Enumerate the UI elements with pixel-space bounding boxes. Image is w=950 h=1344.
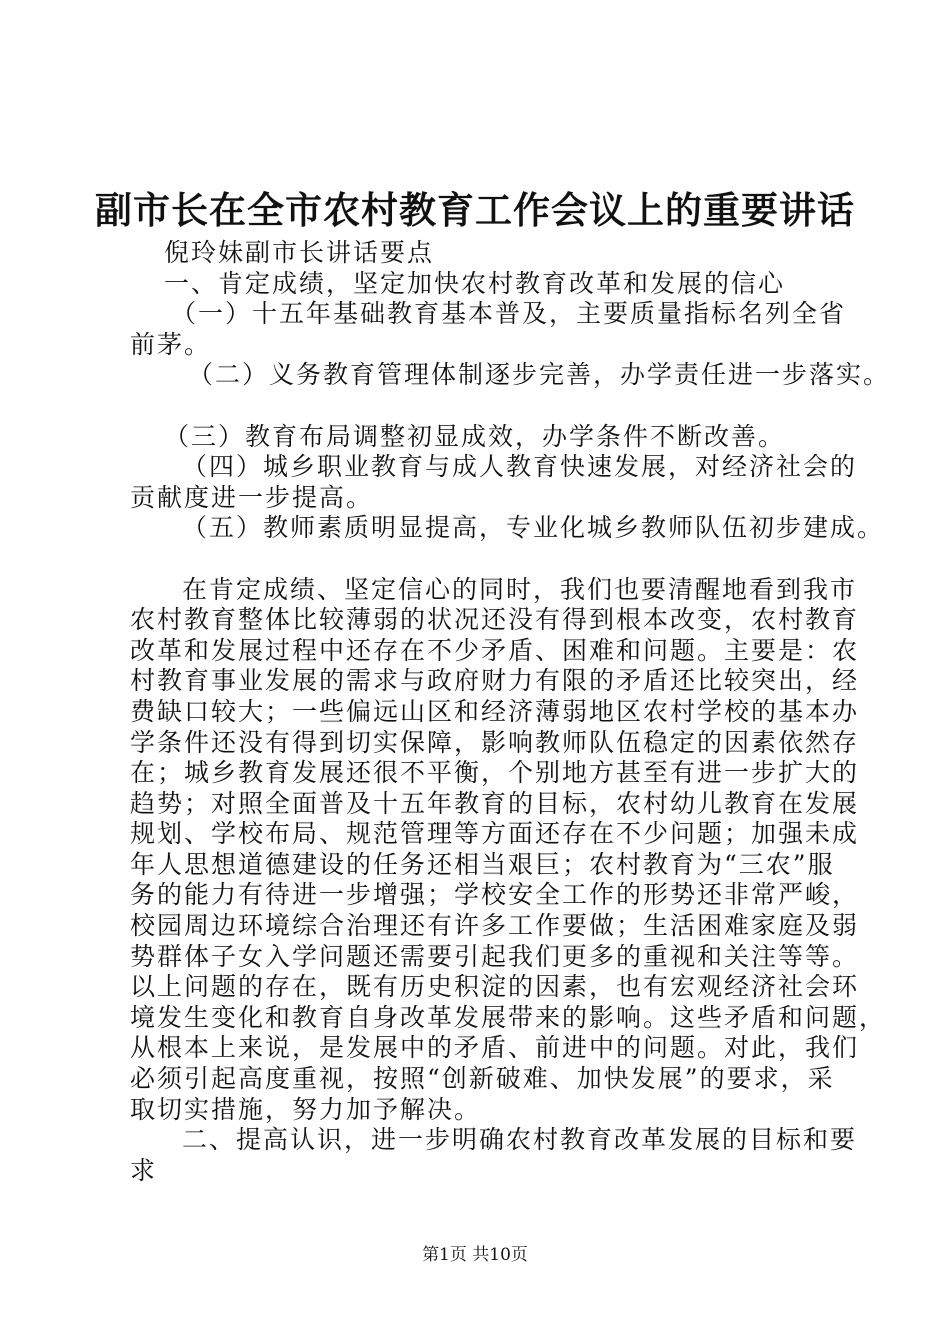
list-item-1-line-1: （一）十五年基础教育基本普及，主要质量指标名列全省 — [171, 299, 847, 329]
paragraph-line: 在；城乡教育发展还很不平衡，个别地方甚至有进一步扩大的 — [130, 758, 860, 788]
list-item-5: （五）教师素质明显提高，专业化城乡教师队伍初步建成。 — [182, 513, 885, 543]
paragraph-line: 村教育事业发展的需求与政府财力有限的矛盾还比较突出，经 — [130, 666, 860, 696]
paragraph-line: 从根本上来说，是发展中的矛盾、前进中的问题。对此，我们 — [130, 1033, 860, 1063]
list-item-1-line-2: 前茅。 — [130, 329, 212, 359]
main-paragraph — [130, 574, 887, 1126]
paragraph-line: 规划、学校布局、规范管理等方面还存在不少问题；加强未成 — [130, 819, 860, 849]
paragraph-line: 境发生变化和教育自身改革发展带来的影响。这些矛盾和问题， — [130, 1002, 887, 1032]
document-body — [130, 238, 891, 1186]
paragraph-line: 年人思想道德建设的任务还相当艰巨；农村教育为“三农”服 — [130, 849, 835, 879]
paragraph-line: 改革和发展过程中还存在不少矛盾、困难和问题。主要是：农 — [130, 635, 860, 665]
blank-line — [130, 544, 845, 575]
paragraph-line: 必须引起高度重视，按照“创新破难、加快发展”的要求，采 — [130, 1064, 835, 1094]
list-item-4-line-1: （四）城乡职业教育与成人教育快速发展，对经济社会的 — [182, 452, 858, 482]
paragraph-line: 校园周边环境综合治理还有许多工作要做；生活困难家庭及弱 — [130, 911, 860, 941]
page-number-footer: 第1页 共10页 — [422, 1245, 528, 1265]
paragraph-line: 势群体子女入学问题还需要引起我们更多的重视和关注等等。 — [130, 941, 860, 971]
list-item-4-line-2: 贡献度进一步提高。 — [130, 482, 374, 512]
paragraph-line: 以上问题的存在，既有历史积淀的因素，也有宏观经济社会环 — [130, 972, 860, 1002]
paragraph-line: 费缺口较大；一些偏远山区和经济薄弱地区农村学校的基本办 — [130, 696, 860, 726]
paragraph-line: 取切实措施，努力加予解决。 — [130, 1094, 482, 1124]
paragraph-line: 农村教育整体比较薄弱的状况还没有得到根本改变，农村教育 — [130, 605, 860, 635]
list-item-3: （三）教育布局调整初显成效，办学条件不断改善。 — [164, 421, 786, 451]
document-title: 副市长在全市农村教育工作会议上的重要讲话 — [95, 188, 855, 232]
paragraph-line: 务的能力有待进一步增强；学校安全工作的形势还非常严峻， — [130, 880, 860, 910]
paragraph-line: 在肯定成绩、坚定信心的同时，我们也要清醒地看到我市 — [182, 574, 858, 604]
list-item-2: （二）义务教育管理体制逐步完善，办学责任进一步落实。 — [188, 360, 891, 390]
speaker-subtitle: 倪玲妹副市长讲话要点 — [164, 238, 435, 267]
paragraph-line: 趋势；对照全面普及十五年教育的目标，农村幼儿教育在发展 — [130, 788, 860, 818]
blank-line — [130, 391, 845, 422]
section-heading-2-line-1: 二、提高认识，进一步明确农村教育改革发展的目标和要 — [182, 1125, 858, 1155]
paragraph-line: 学条件还没有得到切实保障，影响教师队伍稳定的因素依然存 — [130, 727, 860, 757]
section-heading-2-line-2: 求 — [130, 1155, 158, 1185]
section-heading-1: 一、肯定成绩，坚定加快农村教育改革和发展的信心 — [164, 268, 786, 298]
